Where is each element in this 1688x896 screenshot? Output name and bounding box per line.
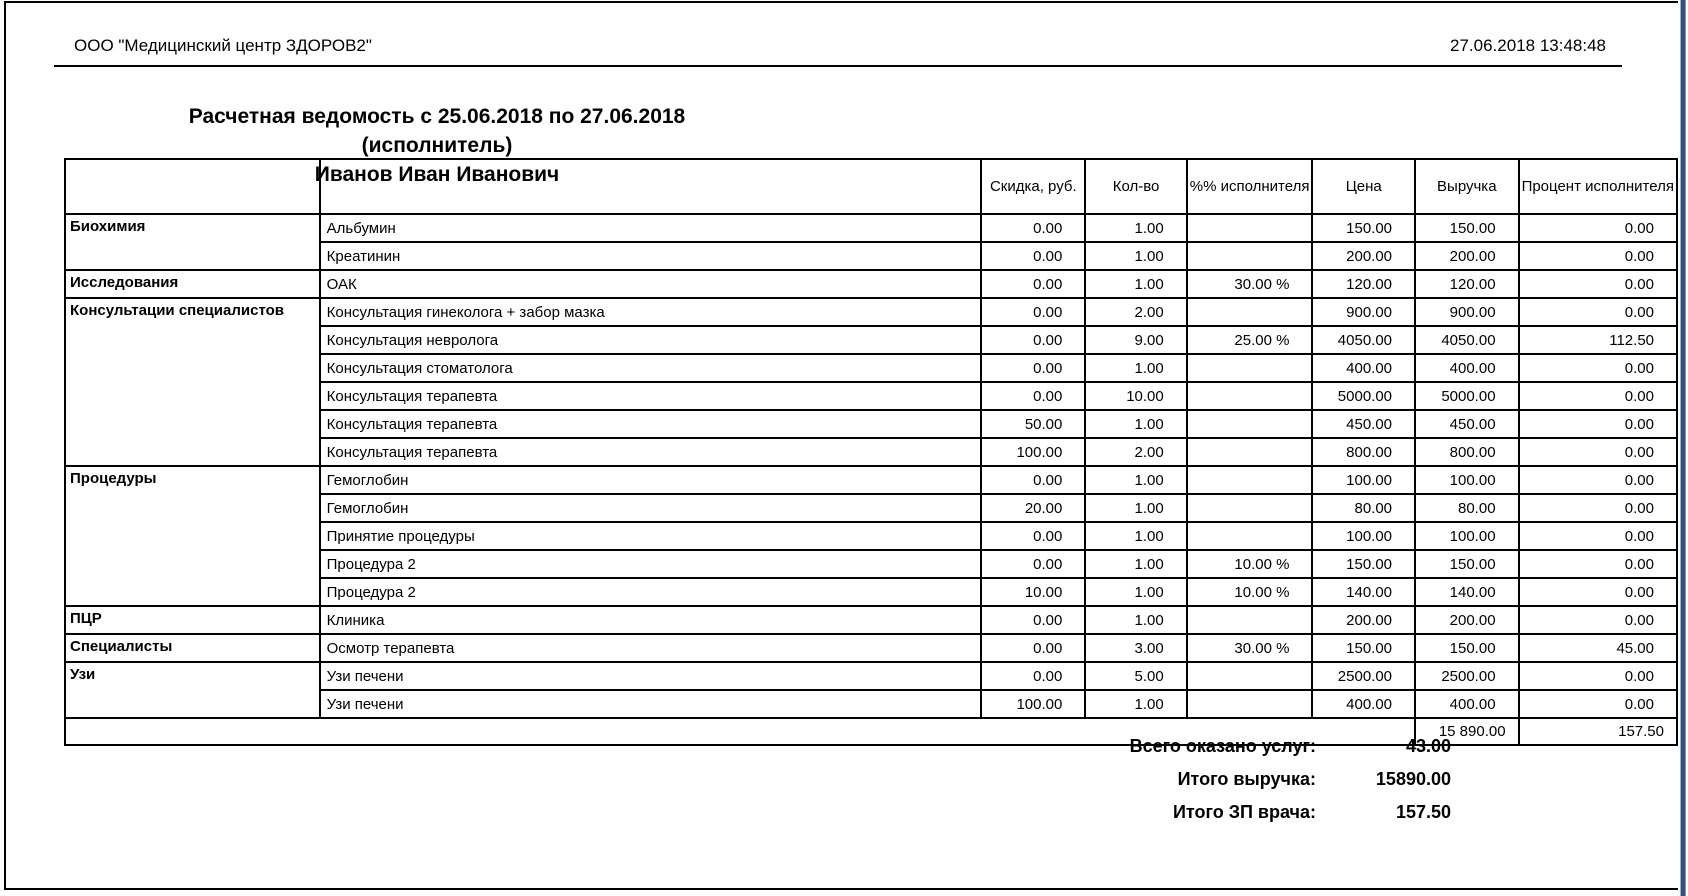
revenue-cell: 400.00 (1415, 690, 1519, 718)
qty-cell: 1.00 (1085, 410, 1186, 438)
service-cell: Осмотр терапевта (320, 634, 982, 662)
service-cell: Консультация гинеколога + забор мазка (320, 298, 982, 326)
summary-value: 15890.00 (1375, 769, 1451, 789)
price-cell: 450.00 (1312, 410, 1415, 438)
table-row (65, 634, 1677, 662)
category-cell: Консультации специалистов (65, 298, 320, 466)
price-cell: 800.00 (1312, 438, 1415, 466)
revenue-cell: 800.00 (1415, 438, 1519, 466)
executor-percent-cell: 0.00 (1519, 550, 1677, 578)
category-cell: Узи (65, 662, 320, 718)
service-cell: Процедура 2 (320, 550, 982, 578)
service-cell: Узи печени (320, 662, 982, 690)
executor-percent-cell: 0.00 (1519, 270, 1677, 298)
print-timestamp: 27.06.2018 13:48:48 (1450, 36, 1606, 55)
category-cell: Специалисты (65, 634, 320, 662)
category-header-spacer (65, 159, 320, 214)
revenue-cell: 450.00 (1415, 410, 1519, 438)
column-header-discount: Скидка, руб. (981, 159, 1085, 214)
header-divider (54, 65, 1622, 67)
discount-cell: 0.00 (981, 662, 1085, 690)
executor-percent-cell: 0.00 (1519, 606, 1677, 634)
discount-cell: 0.00 (981, 298, 1085, 326)
qty-cell: 1.00 (1085, 522, 1186, 550)
column-header-revenue: Выручка (1415, 159, 1519, 214)
service-cell: Консультация терапевта (320, 382, 982, 410)
qty-cell: 1.00 (1085, 214, 1186, 242)
executor-share-cell: 25.00 % (1187, 326, 1313, 354)
service-cell: Гемоглобин (320, 466, 982, 494)
service-cell: Принятие процедуры (320, 522, 982, 550)
qty-cell: 1.00 (1085, 466, 1186, 494)
executor-share-cell (1187, 494, 1313, 522)
executor-percent-cell: 0.00 (1519, 214, 1677, 242)
price-cell: 200.00 (1312, 606, 1415, 634)
discount-cell: 20.00 (981, 494, 1085, 522)
price-cell: 400.00 (1312, 354, 1415, 382)
executor-share-cell (1187, 466, 1313, 494)
table-row (65, 662, 1677, 690)
discount-cell: 0.00 (981, 606, 1085, 634)
price-cell: 150.00 (1312, 550, 1415, 578)
qty-cell: 2.00 (1085, 298, 1186, 326)
executor-percent-cell: 0.00 (1519, 410, 1677, 438)
executor-share-cell (1187, 354, 1313, 382)
qty-cell: 1.00 (1085, 494, 1186, 522)
executor-share-cell: 30.00 % (1187, 270, 1313, 298)
executor-share-cell (1187, 214, 1313, 242)
discount-cell: 0.00 (981, 270, 1085, 298)
qty-cell: 1.00 (1085, 690, 1186, 718)
category-cell: Исследования (65, 270, 320, 298)
discount-cell: 0.00 (981, 326, 1085, 354)
price-cell: 200.00 (1312, 242, 1415, 270)
discount-cell: 0.00 (981, 382, 1085, 410)
summary-label: Итого выручка: (1177, 769, 1316, 789)
services-table (64, 158, 1678, 746)
price-cell: 900.00 (1312, 298, 1415, 326)
revenue-cell: 200.00 (1415, 606, 1519, 634)
revenue-cell: 2500.00 (1415, 662, 1519, 690)
column-header-executor-percent: Процент исполнителя (1519, 159, 1677, 214)
price-cell: 2500.00 (1312, 662, 1415, 690)
service-cell: Узи печени (320, 690, 982, 718)
revenue-cell: 150.00 (1415, 634, 1519, 662)
qty-cell: 1.00 (1085, 606, 1186, 634)
executor-share-cell: 10.00 % (1187, 578, 1313, 606)
service-cell: Консультация терапевта (320, 438, 982, 466)
discount-cell: 0.00 (981, 466, 1085, 494)
qty-cell: 2.00 (1085, 438, 1186, 466)
revenue-cell: 120.00 (1415, 270, 1519, 298)
executor-percent-cell: 0.00 (1519, 298, 1677, 326)
service-cell: Гемоглобин (320, 494, 982, 522)
price-cell: 80.00 (1312, 494, 1415, 522)
service-cell: Креатинин (320, 242, 982, 270)
executor-percent-cell: 0.00 (1519, 662, 1677, 690)
executor-share-cell: 10.00 % (1187, 550, 1313, 578)
qty-cell: 9.00 (1085, 326, 1186, 354)
discount-cell: 0.00 (981, 354, 1085, 382)
revenue-cell: 900.00 (1415, 298, 1519, 326)
summary-row (706, 736, 1451, 757)
qty-cell: 1.00 (1085, 550, 1186, 578)
executor-share-cell (1187, 690, 1313, 718)
summary-value: 43.00 (1405, 736, 1451, 756)
column-header-executor-share: %% исполнителя (1187, 159, 1313, 214)
executor-share-cell (1187, 662, 1313, 690)
discount-cell: 100.00 (981, 690, 1085, 718)
executor-percent-cell: 0.00 (1519, 466, 1677, 494)
table-row (65, 466, 1677, 494)
report-page (4, 1, 1678, 890)
price-cell: 100.00 (1312, 466, 1415, 494)
price-cell: 140.00 (1312, 578, 1415, 606)
qty-cell: 3.00 (1085, 634, 1186, 662)
price-cell: 5000.00 (1312, 382, 1415, 410)
discount-cell: 0.00 (981, 522, 1085, 550)
discount-cell: 0.00 (981, 242, 1085, 270)
executor-share-cell (1187, 382, 1313, 410)
summary-block (706, 736, 1451, 835)
revenue-cell: 140.00 (1415, 578, 1519, 606)
service-cell: Процедура 2 (320, 578, 982, 606)
qty-cell: 1.00 (1085, 270, 1186, 298)
qty-cell: 1.00 (1085, 578, 1186, 606)
discount-cell: 50.00 (981, 410, 1085, 438)
price-cell: 120.00 (1312, 270, 1415, 298)
summary-row (706, 769, 1451, 790)
price-cell: 150.00 (1312, 634, 1415, 662)
report-title: Расчетная ведомость с 25.06.2018 по 27.06.2018 (188, 105, 686, 128)
executor-percent-cell: 0.00 (1519, 354, 1677, 382)
qty-cell: 10.00 (1085, 382, 1186, 410)
discount-cell: 0.00 (981, 634, 1085, 662)
revenue-cell: 150.00 (1415, 550, 1519, 578)
report-subtitle: (исполнитель) (361, 134, 513, 157)
summary-label: Всего оказано услуг: (1129, 736, 1316, 756)
executor-share-cell (1187, 242, 1313, 270)
summary-value: 157.50 (1395, 802, 1451, 822)
window-edge (1680, 0, 1686, 896)
company-name: ООО "Медицинский центр ЗДОРОВ2" (74, 36, 372, 55)
service-header-spacer (320, 159, 982, 214)
revenue-cell: 400.00 (1415, 354, 1519, 382)
executor-share-cell (1187, 522, 1313, 550)
executor-percent-cell: 0.00 (1519, 438, 1677, 466)
revenue-cell: 100.00 (1415, 522, 1519, 550)
table-row (65, 270, 1677, 298)
revenue-cell: 100.00 (1415, 466, 1519, 494)
qty-cell: 5.00 (1085, 662, 1186, 690)
table-row (65, 298, 1677, 326)
service-cell: Консультация стоматолога (320, 354, 982, 382)
total-executor-percent: 157.50 (1519, 718, 1677, 745)
price-cell: 150.00 (1312, 214, 1415, 242)
revenue-cell: 5000.00 (1415, 382, 1519, 410)
qty-cell: 1.00 (1085, 354, 1186, 382)
qty-cell: 1.00 (1085, 242, 1186, 270)
service-cell: Консультация невролога (320, 326, 982, 354)
executor-name: Иванов Иван Иванович (314, 163, 560, 186)
executor-share-cell (1187, 410, 1313, 438)
executor-share-cell: 30.00 % (1187, 634, 1313, 662)
summary-label: Итого ЗП врача: (1172, 802, 1316, 822)
revenue-cell: 80.00 (1415, 494, 1519, 522)
discount-cell: 100.00 (981, 438, 1085, 466)
service-cell: ОАК (320, 270, 982, 298)
executor-share-cell (1187, 298, 1313, 326)
price-cell: 100.00 (1312, 522, 1415, 550)
column-header-qty: Кол-во (1085, 159, 1186, 214)
revenue-cell: 150.00 (1415, 214, 1519, 242)
service-cell: Консультация терапевта (320, 410, 982, 438)
table-header-row (65, 159, 1677, 214)
executor-percent-cell: 0.00 (1519, 522, 1677, 550)
service-cell: Альбумин (320, 214, 982, 242)
summary-row (706, 802, 1451, 823)
price-cell: 4050.00 (1312, 326, 1415, 354)
service-cell: Клиника (320, 606, 982, 634)
executor-percent-cell: 0.00 (1519, 578, 1677, 606)
table-row (65, 606, 1677, 634)
executor-percent-cell: 0.00 (1519, 382, 1677, 410)
discount-cell: 0.00 (981, 214, 1085, 242)
revenue-cell: 4050.00 (1415, 326, 1519, 354)
category-cell: Биохимия (65, 214, 320, 270)
discount-cell: 0.00 (981, 550, 1085, 578)
price-cell: 400.00 (1312, 690, 1415, 718)
executor-percent-cell: 45.00 (1519, 634, 1677, 662)
total-revenue: 15 890.00 (1415, 718, 1519, 745)
executor-percent-cell: 0.00 (1519, 690, 1677, 718)
table-row (65, 214, 1677, 242)
column-header-price: Цена (1312, 159, 1415, 214)
executor-percent-cell: 0.00 (1519, 494, 1677, 522)
executor-share-cell (1187, 438, 1313, 466)
executor-percent-cell: 112.50 (1519, 326, 1677, 354)
executor-percent-cell: 0.00 (1519, 242, 1677, 270)
discount-cell: 10.00 (981, 578, 1085, 606)
category-cell: Процедуры (65, 466, 320, 606)
executor-share-cell (1187, 606, 1313, 634)
category-cell: ПЦР (65, 606, 320, 634)
revenue-cell: 200.00 (1415, 242, 1519, 270)
